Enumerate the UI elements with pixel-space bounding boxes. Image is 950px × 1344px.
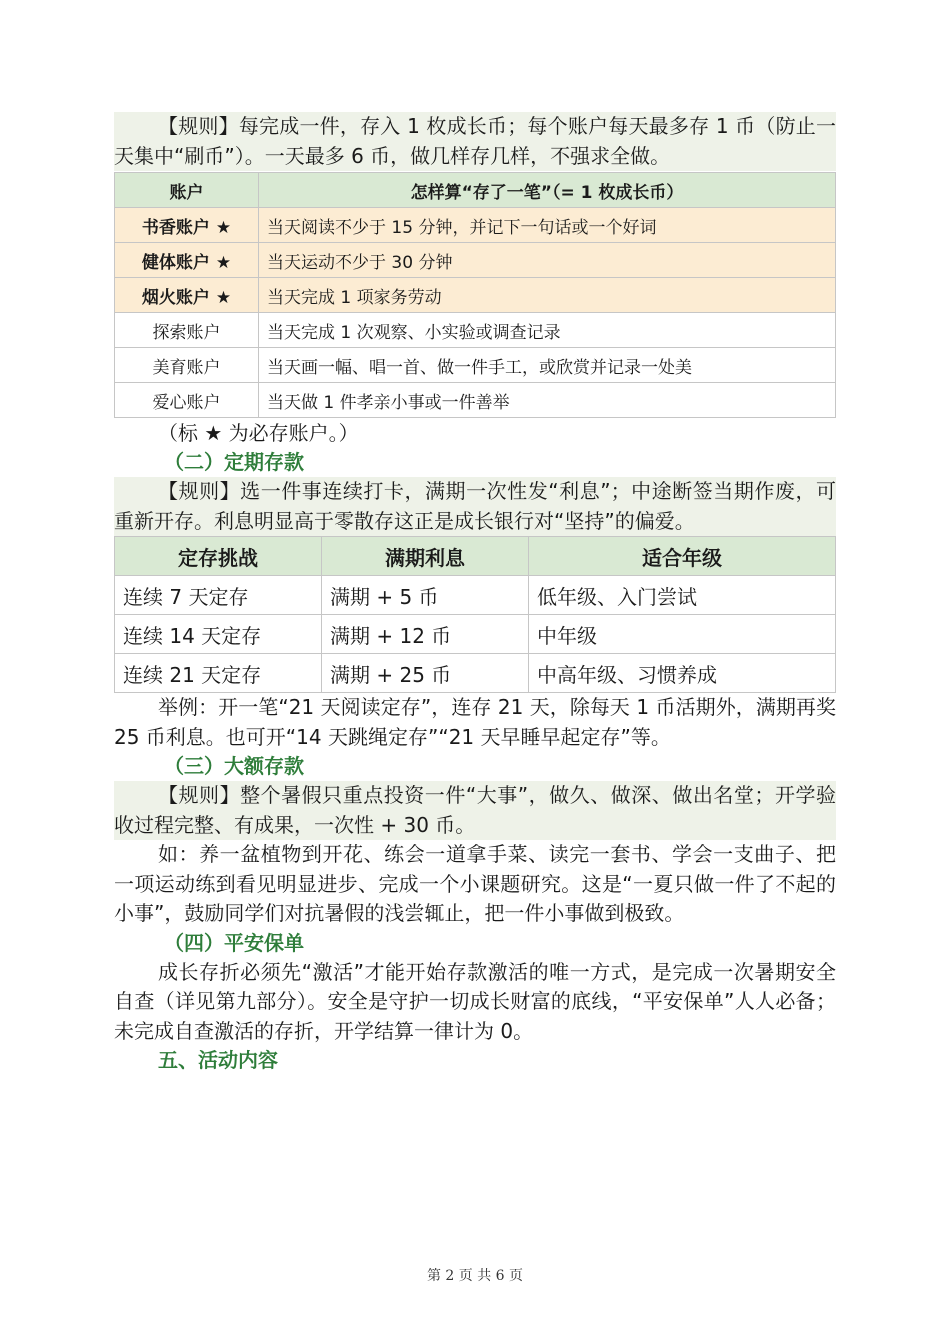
example-paragraph-large-deposit: 如：养一盆植物到开花、练会一道拿手菜、读完一套书、学会一支曲子、把一项运动练到看见明显进步、完成一个小课题研究。这是“一夏只做一件了不起的小事”，鼓励同学们对抗暑假的浅尝辄止，把一件小事做到极致。 xyxy=(114,842,836,925)
table-cell: 满期 + 12 币 xyxy=(322,615,529,654)
account-name-cell: 探索账户 xyxy=(115,313,259,348)
section-heading-fixed-deposit: （二）定期存款 xyxy=(164,450,304,474)
required-accounts-note: （标 ★ 为必存账户。） xyxy=(158,421,359,445)
table-cell: 连续 14 天定存 xyxy=(115,615,322,654)
table-cell: 满期 + 25 币 xyxy=(322,654,529,693)
table-row xyxy=(115,576,836,615)
table-row xyxy=(115,243,836,278)
table-row xyxy=(115,348,836,383)
account-rule-cell: 当天阅读不少于 15 分钟，并记下一句话或一个好词 xyxy=(259,208,836,243)
account-name-cell: 爱心账户 xyxy=(115,383,259,418)
table-cell: 中高年级、习惯养成 xyxy=(529,654,836,693)
table-row xyxy=(115,278,836,313)
table-header-cell: 满期利息 xyxy=(322,537,529,576)
section-heading-large-deposit: （三）大额存款 xyxy=(164,754,304,778)
table-cell: 中年级 xyxy=(529,615,836,654)
account-name-cell: 健体账户 ★ xyxy=(115,243,259,278)
table-header-cell: 账户 xyxy=(115,173,259,208)
table-header-cell: 适合年级 xyxy=(529,537,836,576)
section-heading-safety-policy: （四）平安保单 xyxy=(164,930,304,955)
account-name-cell: 书香账户 ★ xyxy=(115,208,259,243)
account-rule-cell: 当天完成 1 项家务劳动 xyxy=(259,278,836,313)
table-cell: 连续 7 天定存 xyxy=(115,576,322,615)
table-row xyxy=(115,208,836,243)
table-row xyxy=(115,615,836,654)
account-rule-cell: 当天做 1 件孝亲小事或一件善举 xyxy=(259,383,836,418)
account-rule-cell: 当天运动不少于 30 分钟 xyxy=(259,243,836,278)
account-name-cell: 美育账户 xyxy=(115,348,259,383)
table-cell: 低年级、入门尝试 xyxy=(529,576,836,615)
section-heading-activities: 五、活动内容 xyxy=(158,1048,278,1072)
example-paragraph-fixed-deposit: 举例：开一笔“21 天阅读定存”，连存 21 天，除每天 1 币活期外，满期再奖 25 币利息。也可开“14 天跳绳定存”“21 天早睡早起定存”等。 xyxy=(114,695,836,749)
document-page xyxy=(114,112,836,1075)
table-row xyxy=(115,654,836,693)
table-header-row xyxy=(115,537,836,576)
fixed-deposit-table xyxy=(114,536,836,693)
account-name-cell: 烟火账户 ★ xyxy=(115,278,259,313)
account-rule-cell: 当天完成 1 次观察、小实验或调查记录 xyxy=(259,313,836,348)
table-header-cell: 定存挑战 xyxy=(115,537,322,576)
accounts-table xyxy=(114,172,836,418)
table-row xyxy=(115,313,836,348)
safety-policy-paragraph: 成长存折必须先“激活”才能开始存款激活的唯一方式，是完成一次暑期安全自查（详见第九部分）。安全是守护一切成长财富的底线，“平安保单”人人必备；未完成自查激活的存折，开学结算一律计为 0。 xyxy=(114,959,836,1043)
table-header-row xyxy=(115,173,836,208)
table-row xyxy=(115,383,836,418)
rule-paragraph-fixed-deposit: 【规则】选一件事连续打卡，满期一次性发“利息”；中途断签当期作废，可重新开存。利息明显高于零散存这正是成长银行对“坚持”的偏爱。 xyxy=(114,477,836,536)
account-rule-cell: 当天画一幅、唱一首、做一件手工，或欣赏并记录一处美 xyxy=(259,348,836,383)
table-cell: 满期 + 5 币 xyxy=(322,576,529,615)
table-cell: 连续 21 天定存 xyxy=(115,654,322,693)
page-number-footer: 第 2 页 共 6 页 xyxy=(426,1268,524,1284)
table-header-cell: 怎样算“存了一笔”（= 1 枚成长币） xyxy=(259,173,836,208)
rule-paragraph-savings: 【规则】每完成一件，存入 1 枚成长币；每个账户每天最多存 1 币（防止一天集中“刷币”）。一天最多 6 币，做几样存几样，不强求全做。 xyxy=(114,112,836,171)
rule-paragraph-large-deposit: 【规则】整个暑假只重点投资一件“大事”，做久、做深、做出名堂；开学验收过程完整、有成果，一次性 + 30 币。 xyxy=(114,781,836,840)
